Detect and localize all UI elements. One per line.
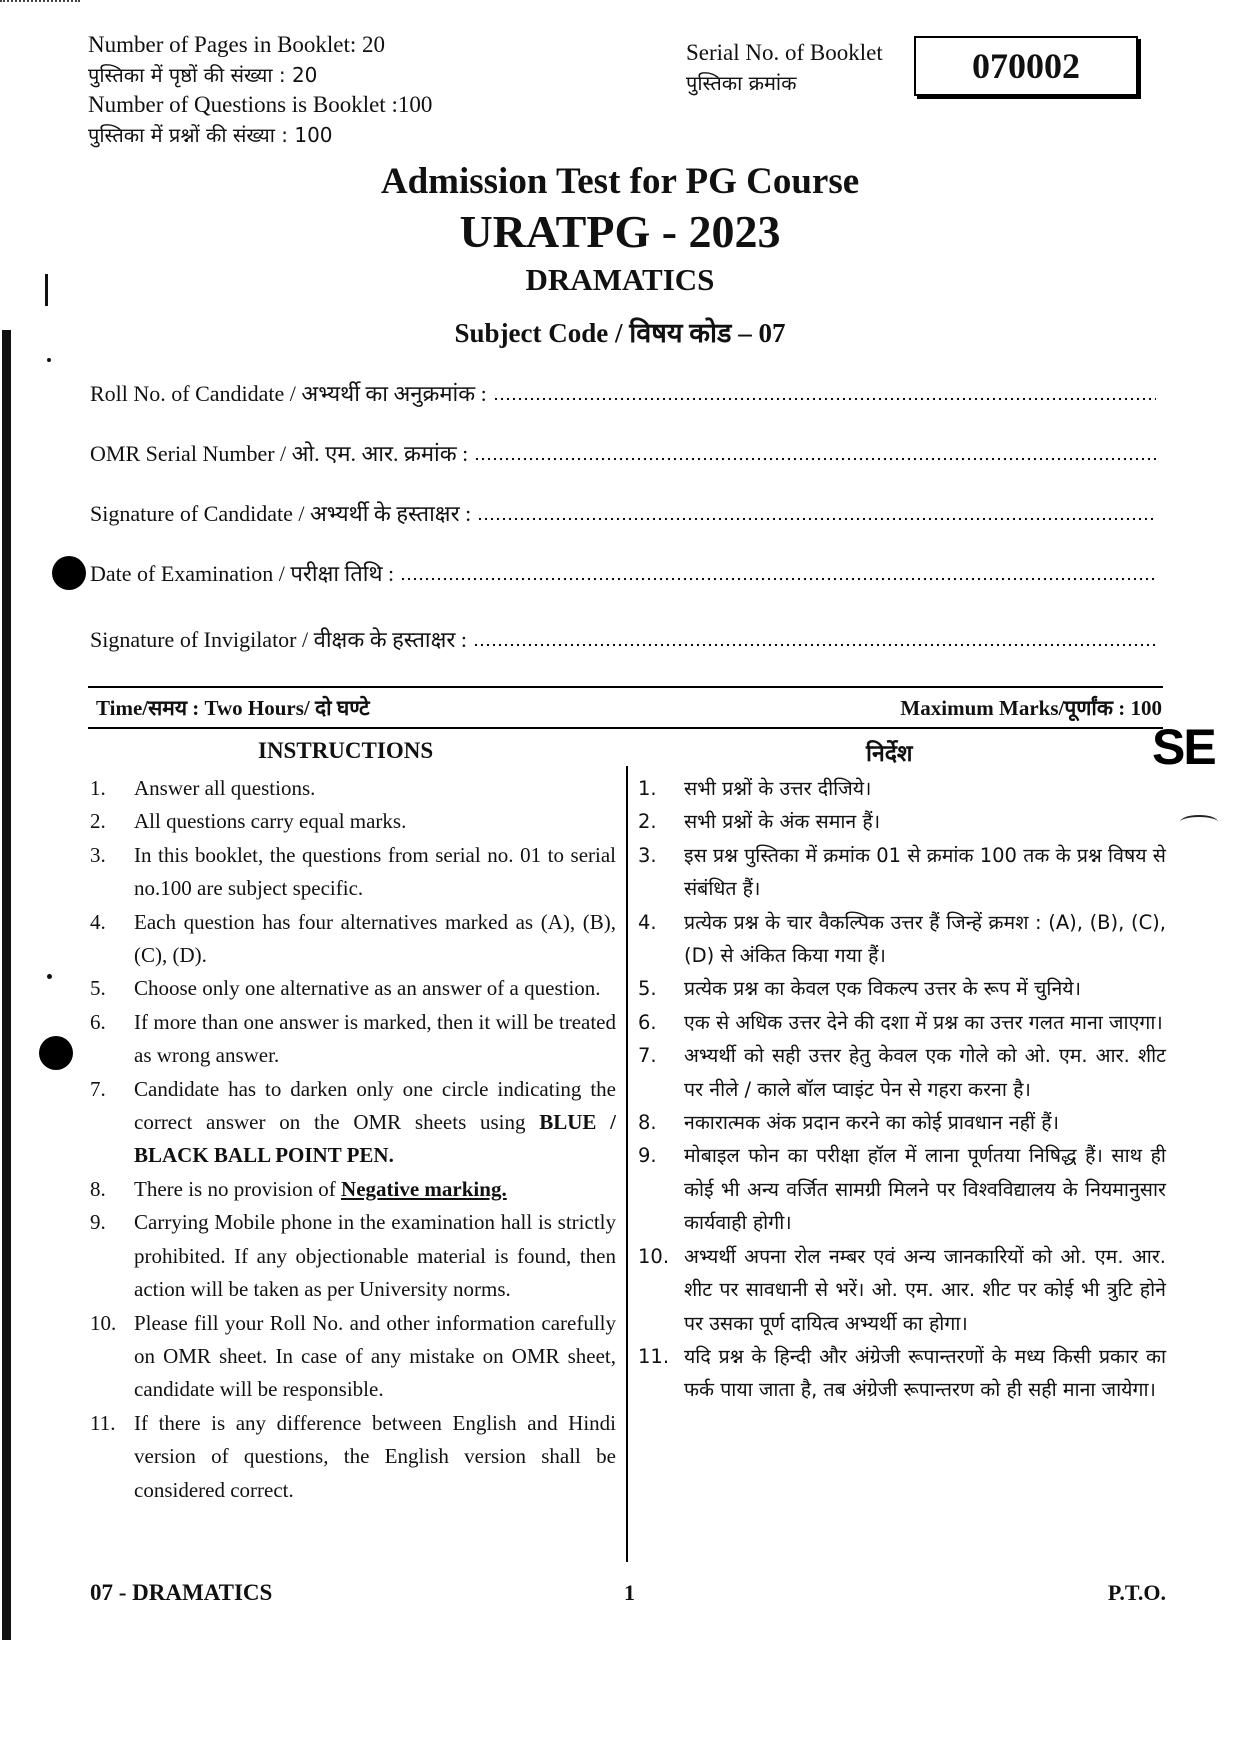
instruction-item: 6. If more than one answer is marked, then it will be treated as wrong answer. <box>90 1009 616 1068</box>
pages-count-en: Number of Pages in Booklet: 20 <box>88 32 386 57</box>
instruction-item: 7. अभ्यर्थी को सही उत्तर हेतु केवल एक गोले को ओ. एम. आर. शीट पर नीले / काले बॉल प्वाइंट पेन से गहरा करना है। <box>638 1044 1166 1101</box>
instructions-list-hi <box>638 772 1166 1407</box>
exam-time: Time/समय : Two Hours/ दो घण्टे <box>96 696 370 720</box>
column-divider <box>626 766 628 1562</box>
divider-line <box>88 727 1163 729</box>
questions-count-en: Number of Questions is Booklet :100 <box>88 92 433 117</box>
instruction-item: 11. If there is any difference between English and Hindi version of questions, the English version shall be considered correct. <box>90 1410 616 1502</box>
dotted-line <box>474 456 1156 462</box>
scan-mark <box>0 0 80 5</box>
pto-label: P.T.O. <box>1107 1580 1166 1605</box>
pen-color-note: BLUE / BLACK BALL POINT PEN. <box>134 1110 616 1168</box>
instructions-heading-en: INSTRUCTIONS <box>258 738 434 763</box>
instruction-item: 8. There is no provision of Negative marking. <box>90 1176 507 1201</box>
candidate-signature-field[interactable] <box>90 494 1156 528</box>
instruction-item: 2. All questions carry equal marks. <box>90 809 407 834</box>
instruction-item: 11. यदि प्रश्न के हिन्दी और अंग्रेजी रूपान्तरणों के मध्य किसी प्रकार का फर्क पाया जाता है, तब अंग्रेजी रूपान्तरण को ही सही माना जायेगा। <box>638 1344 1166 1402</box>
instruction-item: 2. सभी प्रश्नों के अंक समान हैं। <box>638 810 881 834</box>
scan-edge <box>2 330 11 1640</box>
instruction-item: 10. अभ्यर्थी अपना रोल नम्बर एवं अन्य जानकारियों को ओ. एम. आर. शीट पर सावधानी से भरें। ओ. एम. आर. शीट पर कोई भी त्रुटि होने पर उसका पूर्ण दायित्व अभ्यर्थी का होगा। <box>638 1244 1166 1335</box>
instruction-item: 1. सभी प्रश्नों के उत्तर दीजिये। <box>638 777 872 800</box>
instruction-item: 9. Carrying Mobile phone in the examination hall is strictly prohibited. If any objectionable material is found, then action will be taken as per University norms. <box>90 1210 616 1302</box>
omr-serial-label: OMR Serial Number / ओ. एम. आर. क्रमांक : <box>90 441 469 466</box>
instruction-item: 7. Candidate has to darken only one circle indicating the correct answer on the OMR sheets using BLUE / BLACK BALL POINT PEN. <box>90 1076 616 1168</box>
test-title: Admission Test for PG Course <box>380 161 860 202</box>
pages-count-hi: पुस्तिका में पृष्ठों की संख्या : 20 <box>88 63 318 87</box>
scan-mark <box>1180 815 1218 829</box>
serial-number-box: 070002 <box>914 36 1138 96</box>
instruction-item: 9. मोबाइल फोन का परीक्षा हॉल में लाना पूर्णतया निषिद्ध हैं। साथ ही कोई भी अन्य वर्जित सामग्री मिलने पर विश्वविद्यालय के नियमानुसार कार्यवाही होगी। <box>638 1144 1166 1235</box>
instruction-item: 4. प्रत्येक प्रश्न के चार वैकल्पिक उत्तर हैं जिन्हें क्रमश : (A), (B), (C), (D) से अंकित किया गया हैं। <box>638 910 1166 968</box>
instruction-item: 3. In this booklet, the questions from serial no. 01 to serial no.100 are subject specific. <box>90 842 616 901</box>
test-code-title: URATPG - 2023 <box>459 206 781 257</box>
instruction-item: 1. Answer all questions. <box>90 776 316 800</box>
omr-serial-field[interactable] <box>90 434 1156 468</box>
instruction-item: 5. प्रत्येक प्रश्न का केवल एक विकल्प उत्तर के रूप में चुनिये। <box>638 977 1081 1001</box>
negative-marking-note: Negative marking. <box>341 1176 507 1201</box>
candidate-signature-label: Signature of Candidate / अभ्यर्थी के हस्ताक्षर : <box>90 501 472 526</box>
max-marks: Maximum Marks/पूर्णांक : 100 <box>900 696 1162 720</box>
dotted-line <box>477 516 1156 522</box>
serial-label-en: Serial No. of Booklet <box>686 40 883 65</box>
dotted-line <box>493 396 1156 402</box>
punch-hole <box>52 556 86 590</box>
page-number: 1 <box>624 1580 635 1605</box>
stamp-text: SE <box>1152 719 1215 775</box>
instruction-item: 6. एक से अधिक उत्तर देने की दशा में प्रश्न का उत्तर गलत माना जाएगा। <box>638 1010 1163 1034</box>
dotted-line <box>473 642 1156 648</box>
instruction-item: 3. इस प्रश्न पुस्तिका में क्रमांक 01 से क्रमांक 100 तक के प्रश्न विषय से संबंधित हैं। <box>638 843 1166 901</box>
instruction-item: 10. Please fill your Roll No. and other information carefully on OMR sheet. In case of any mistake on OMR sheet, candidate will be responsible. <box>90 1310 616 1402</box>
subject-title: DRAMATICS <box>525 262 715 297</box>
exam-date-field[interactable] <box>90 554 1156 588</box>
exam-date-label: Date of Examination / परीक्षा तिथि : <box>90 561 395 586</box>
booklet-meta <box>88 30 432 150</box>
roll-number-label: Roll No. of Candidate / अभ्यर्थी का अनुक्रमांक : <box>90 381 487 406</box>
instructions-list-en <box>90 772 616 1507</box>
punch-hole <box>39 1036 73 1070</box>
instruction-item: 5. Choose only one alternative as an answer of a question. <box>90 976 601 1001</box>
serial-label-hi: पुस्तिका क्रमांक <box>686 71 797 95</box>
scan-mark <box>47 974 52 979</box>
subject-code: Subject Code / विषय कोड – 07 <box>454 318 786 348</box>
invigilator-signature-label: Signature of Invigilator / वीक्षक के हस्ताक्षर : <box>90 627 467 652</box>
scan-mark <box>47 358 51 362</box>
dotted-line <box>400 576 1156 582</box>
instruction-item: 8. नकारात्मक अंक प्रदान करने का कोई प्रावधान नहीं हैं। <box>638 1111 1060 1135</box>
invigilator-signature-field[interactable] <box>90 620 1156 654</box>
roll-number-field[interactable] <box>90 374 1156 408</box>
instructions-heading-hi: निर्देश <box>866 741 913 767</box>
serial-label <box>686 38 883 98</box>
instruction-item: 4. Each question has four alternatives marked as (A), (B), (C), (D). <box>90 909 616 968</box>
divider-line <box>88 686 1163 688</box>
footer-subject: 07 - DRAMATICS <box>90 1580 273 1605</box>
questions-count-hi: पुस्तिका में प्रश्नों की संख्या : 100 <box>88 123 333 147</box>
